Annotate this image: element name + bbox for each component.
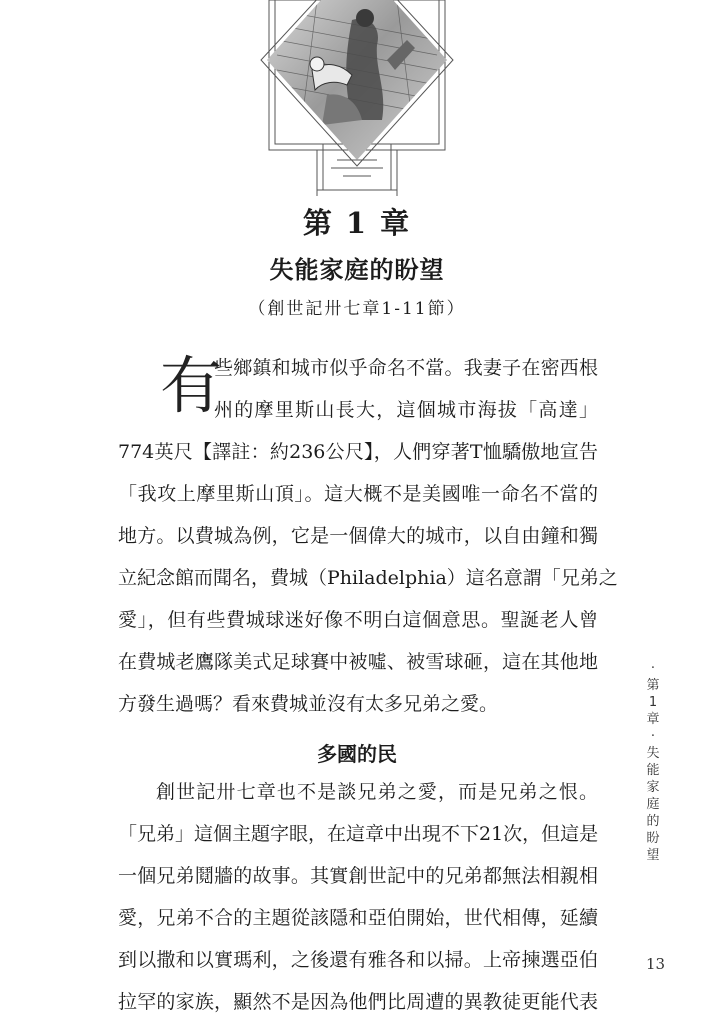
paragraph-line: 774英尺【譯註：約236公尺】，人們穿著T恤驕傲地宣告 <box>118 441 598 463</box>
running-head-char: · <box>650 661 656 676</box>
chapter-number: 第 1 章 <box>302 206 412 240</box>
paragraph-line: 方發生過嗎？看來費城並沒有太多兄弟之愛。 <box>118 693 499 715</box>
running-head-char: 章 <box>646 712 660 727</box>
running-head-char: 第 <box>646 678 660 693</box>
paragraph-line: 愛」，但有些費城球迷好像不明白這個意思。聖誕老人曾 <box>118 609 598 631</box>
paragraph-line: 些鄉鎮和城市似乎命名不當。我妻子在密西根 <box>214 357 598 379</box>
paragraph-line: 州的摩里斯山長大，這個城市海拔「高達」 <box>214 399 598 421</box>
drop-cap: 有 <box>160 349 223 422</box>
paragraph-line: 一個兄弟鬩牆的故事。其實創世記中的兄弟都無法相親相 <box>118 865 598 887</box>
paragraph-line: 拉罕的家族，顯然不是因為他們比周遭的異教徒更能代表 <box>118 991 598 1013</box>
paragraph-line: 在費城老鷹隊美式足球賽中被噓、被雪球砸，這在其他地 <box>118 651 598 673</box>
running-head-char: 1 <box>648 695 658 710</box>
paragraph-line: 創世記卅七章也不是談兄弟之愛，而是兄弟之恨。 <box>156 781 598 803</box>
chapter-reference: （創世記卅七章1-11節） <box>248 299 466 319</box>
paragraph-line: 「兄弟」這個主題字眼，在這章中出現不下21次，但這是 <box>118 823 599 845</box>
running-head-char: 望 <box>646 848 660 863</box>
chapter-illustration <box>257 0 457 196</box>
chapter-title: 失能家庭的盼望 <box>269 256 445 284</box>
running-head-char: · <box>650 729 656 744</box>
running-head-char: 盼 <box>646 831 660 846</box>
running-head-char: 的 <box>646 814 660 829</box>
page-number: 13 <box>646 955 666 973</box>
running-head-char: 家 <box>646 780 660 795</box>
paragraph-line: 愛，兄弟不合的主題從該隱和亞伯開始，世代相傳，延續 <box>118 907 598 929</box>
paragraph-line: 立紀念館而聞名，費城（Philadelphia）這名意謂「兄弟之 <box>118 567 618 589</box>
section-title: 多國的民 <box>317 742 397 766</box>
paragraph-line: 地方。以費城為例，它是一個偉大的城市，以自由鐘和獨 <box>118 525 598 547</box>
running-head-char: 庭 <box>646 797 660 812</box>
paragraph-line: 「我攻上摩里斯山頂」。這大概不是美國唯一命名不當的 <box>118 483 598 505</box>
paragraph-line: 到以撒和以實瑪利，之後還有雅各和以掃。上帝揀選亞伯 <box>118 949 598 971</box>
running-head-char: 失 <box>646 746 660 761</box>
running-head <box>640 660 666 864</box>
running-head-char: 能 <box>646 763 660 778</box>
